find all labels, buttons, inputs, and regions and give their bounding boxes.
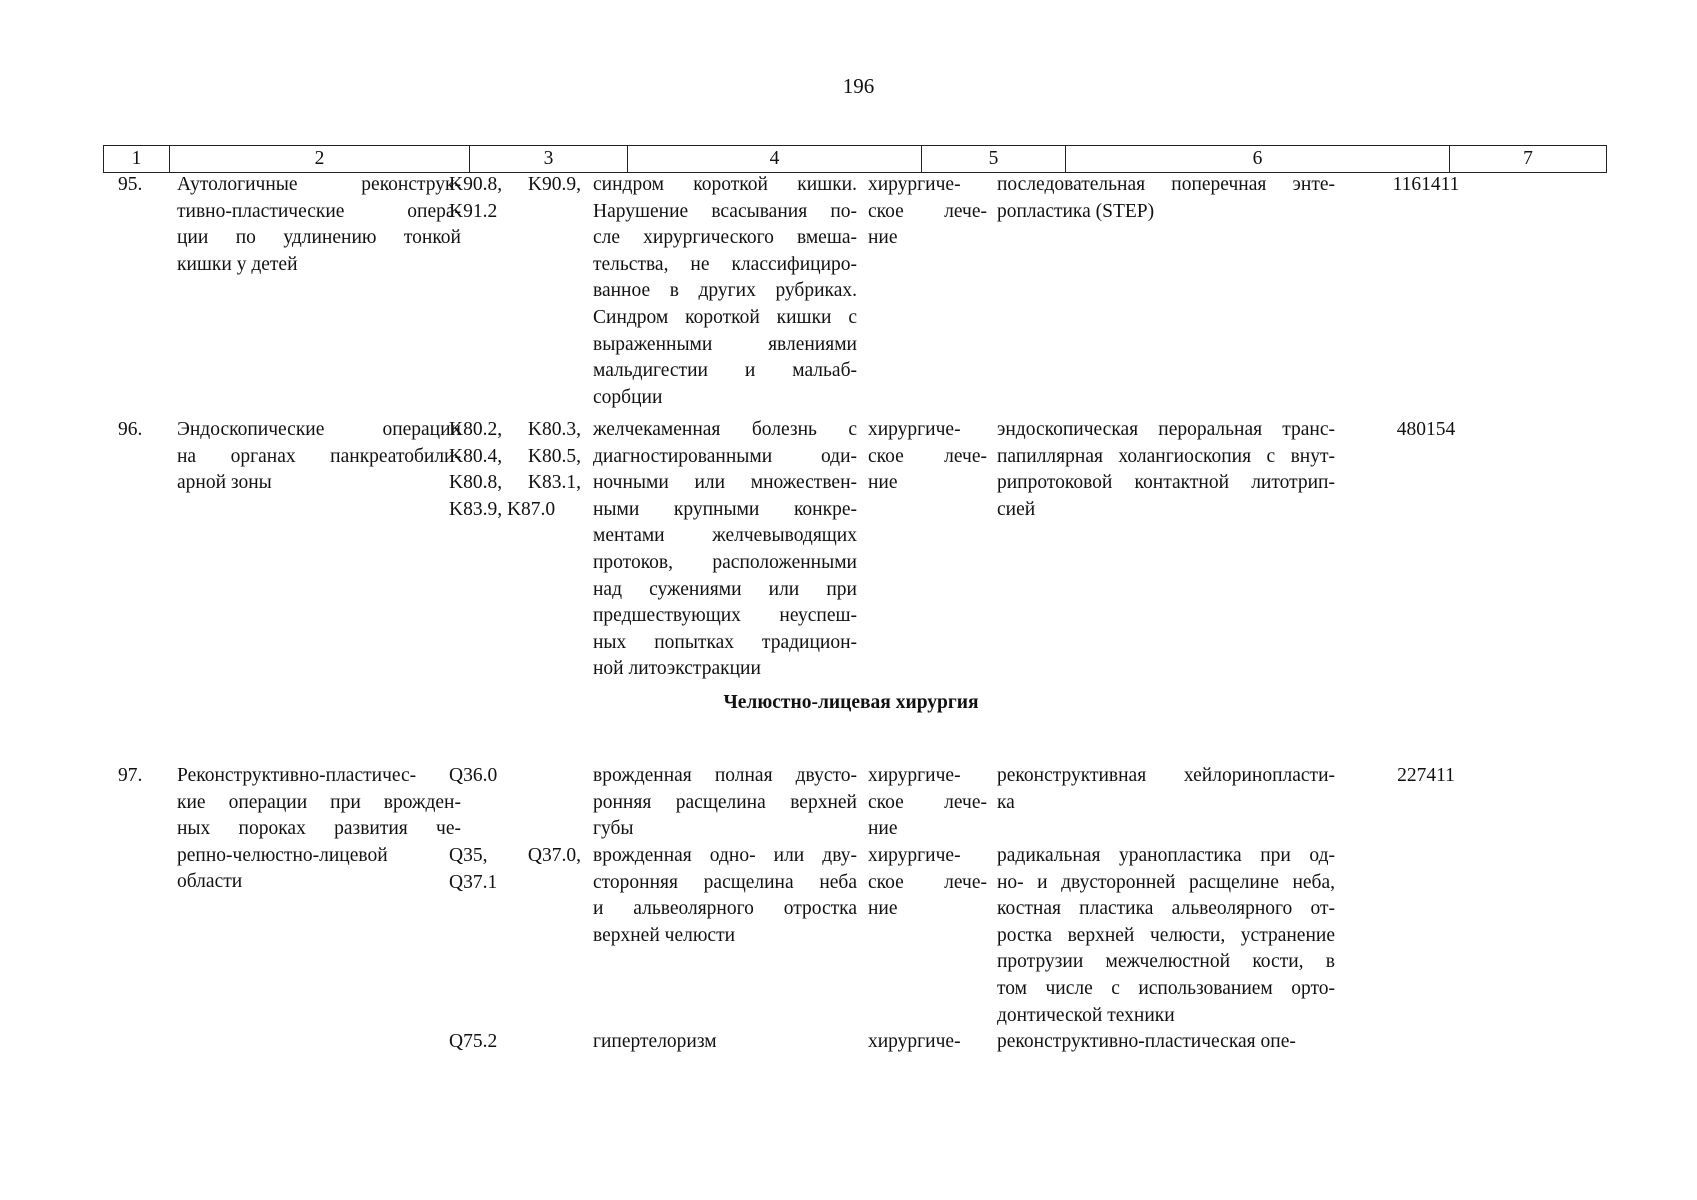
treatment-method (997, 417, 1335, 523)
treatment-type (868, 843, 987, 923)
text-line: донтической техники (997, 1004, 1175, 1026)
column-number: 2 (169, 146, 469, 172)
text-line: губы (593, 818, 634, 840)
service-name (177, 172, 461, 278)
text-line: хирургиче- (868, 845, 961, 866)
text-line: ское лече- (868, 871, 987, 893)
text-line: реконструктивно-пластическая опе- (997, 1031, 1296, 1052)
text-line: ние (868, 898, 898, 920)
text-line: ных пороках развития че- (177, 818, 461, 840)
patient-model (593, 417, 857, 683)
text-line: протрузии межчелюстной кости, в (997, 951, 1335, 973)
treatment-type (868, 763, 987, 843)
treatment-type (868, 417, 987, 497)
text-line: хирургиче- (868, 174, 961, 195)
text-line: сорбции (593, 386, 663, 408)
text-line: K90.8, K90.9, (449, 174, 581, 195)
text-line: кишки у детей (177, 253, 298, 275)
treatment-type (868, 1029, 987, 1056)
text-line: хирургиче- (868, 419, 961, 440)
text-line: хирургиче- (868, 765, 961, 786)
text-line: протоков, расположенными (593, 551, 857, 573)
text-line: K91.2 (449, 200, 498, 222)
text-line: Аутологичные реконструк- (177, 174, 461, 195)
column-number-header (103, 145, 1607, 173)
text-line: ское лече- (868, 445, 987, 467)
services-table (103, 145, 1607, 1052)
icd-codes (449, 843, 581, 896)
row-number: 95. (118, 174, 143, 195)
text-line: ной литоэкстракции (593, 658, 761, 680)
text-line: гипертелоризм (593, 1031, 717, 1052)
text-line: выраженными явлениями (593, 333, 857, 355)
patient-model (593, 763, 857, 843)
patient-model (593, 843, 857, 949)
text-line: K80.4, K80.5, (449, 445, 581, 467)
text-line: папиллярная холангиоскопия с внут- (997, 445, 1335, 467)
text-line: ропластика (STEP) (997, 200, 1155, 222)
section-title: Челюстно-лицевая хирургия (723, 692, 979, 713)
text-line: Эндоскопические операции (177, 419, 461, 440)
text-line: ных попытках традицион- (593, 631, 857, 653)
text-line: ское лече- (868, 200, 987, 222)
row-number: 97. (118, 765, 143, 786)
text-line: синдром короткой кишки. (593, 174, 857, 195)
column-number: 5 (921, 146, 1065, 172)
text-line: области (177, 871, 243, 893)
text-line: диагностированными оди- (593, 445, 857, 467)
text-line: на органах панкреатобили- (177, 445, 461, 467)
text-line: костная пластика альвеолярного от- (997, 898, 1335, 920)
patient-model (593, 1029, 857, 1056)
row-number: 96. (118, 419, 143, 440)
text-line: сторонняя расщелина неба (593, 871, 857, 893)
text-line: ментами желчевыводящих (593, 525, 857, 547)
text-line: предшествующих неуспеш- (593, 605, 857, 627)
treatment-method (997, 1029, 1335, 1056)
treatment-method (997, 843, 1335, 1029)
text-line: последовательная поперечная энте- (997, 174, 1335, 195)
text-line: Реконструктивно-пластичес- (177, 765, 417, 786)
text-line: Нарушение всасывания по- (593, 200, 857, 222)
text-line: Q36.0 (449, 765, 498, 786)
column-number: 6 (1065, 146, 1449, 172)
text-line: Q35, Q37.0, (449, 845, 581, 866)
service-name (177, 417, 461, 497)
text-line: ское лече- (868, 791, 987, 813)
text-line: врожденная полная двусто- (593, 765, 857, 786)
text-line: арной зоны (177, 472, 272, 494)
text-line: эндоскопическая пероральная транс- (997, 419, 1335, 440)
treatment-type (868, 172, 987, 252)
text-line: верхней челюсти (593, 924, 736, 946)
text-line: мальдигестии и мальаб- (593, 360, 857, 382)
text-line: кие операции при врожден- (177, 791, 461, 813)
text-line: том числе с использованием орто- (997, 977, 1335, 999)
text-line: ными крупными конкре- (593, 498, 857, 520)
text-line: ние (868, 472, 898, 494)
column-number: 1 (103, 146, 169, 172)
text-line: радикальная уранопластика при од- (997, 845, 1335, 866)
text-line: тельства, не классифициро- (593, 253, 857, 275)
treatment-method (997, 763, 1335, 816)
text-line: над сужениями или при (593, 578, 857, 600)
column-number: 3 (469, 146, 627, 172)
text-line: Q75.2 (449, 1031, 498, 1052)
text-line: K80.8, K83.1, (449, 472, 581, 494)
text-line: ванное в других рубриках. (593, 280, 857, 302)
text-line: ростка верхней челюсти, устранение (997, 924, 1335, 946)
text-line: ка (997, 791, 1015, 813)
price: 480154 (1396, 419, 1456, 440)
text-line: врожденная одно- или дву- (593, 845, 857, 866)
icd-codes (449, 763, 581, 790)
text-line: ние (868, 227, 898, 249)
text-line: ронняя расщелина верхней (593, 791, 857, 813)
column-number: 7 (1449, 146, 1607, 172)
text-line: реконструктивная хейлоринопласти- (997, 765, 1335, 786)
text-line: K83.9, K87.0 (449, 498, 556, 520)
icd-codes (449, 417, 581, 523)
text-line: но- и двусторонней расщелине неба, (997, 871, 1335, 893)
text-line: K80.2, K80.3, (449, 419, 581, 440)
treatment-method (997, 172, 1335, 225)
text-line: сией (997, 498, 1036, 520)
text-line: ночными или множествен- (593, 472, 857, 494)
text-line: желчекаменная болезнь с (593, 419, 857, 440)
text-line: хирургиче- (868, 1031, 961, 1052)
text-line: рипротоковой контактной литотрип- (997, 472, 1335, 494)
text-line: Синдром короткой кишки с (593, 306, 857, 328)
page-number: 196 (842, 74, 875, 98)
patient-model (593, 172, 857, 411)
text-line: и альвеолярного отростка (593, 898, 857, 920)
column-number: 4 (627, 146, 921, 172)
text-line: репно-челюстно-лицевой (177, 844, 388, 866)
price: 227411 (1397, 765, 1455, 786)
text-line: ние (868, 818, 898, 840)
service-name (177, 763, 461, 896)
text-line: Q37.1 (449, 871, 498, 893)
icd-codes (449, 172, 581, 225)
text-line: сле хирургического вмеша- (593, 227, 857, 249)
text-line: тивно-пластические опера- (177, 200, 461, 222)
icd-codes (449, 1029, 581, 1056)
text-line: ции по удлинению тонкой (177, 227, 461, 249)
price: 1161411 (1392, 174, 1460, 195)
